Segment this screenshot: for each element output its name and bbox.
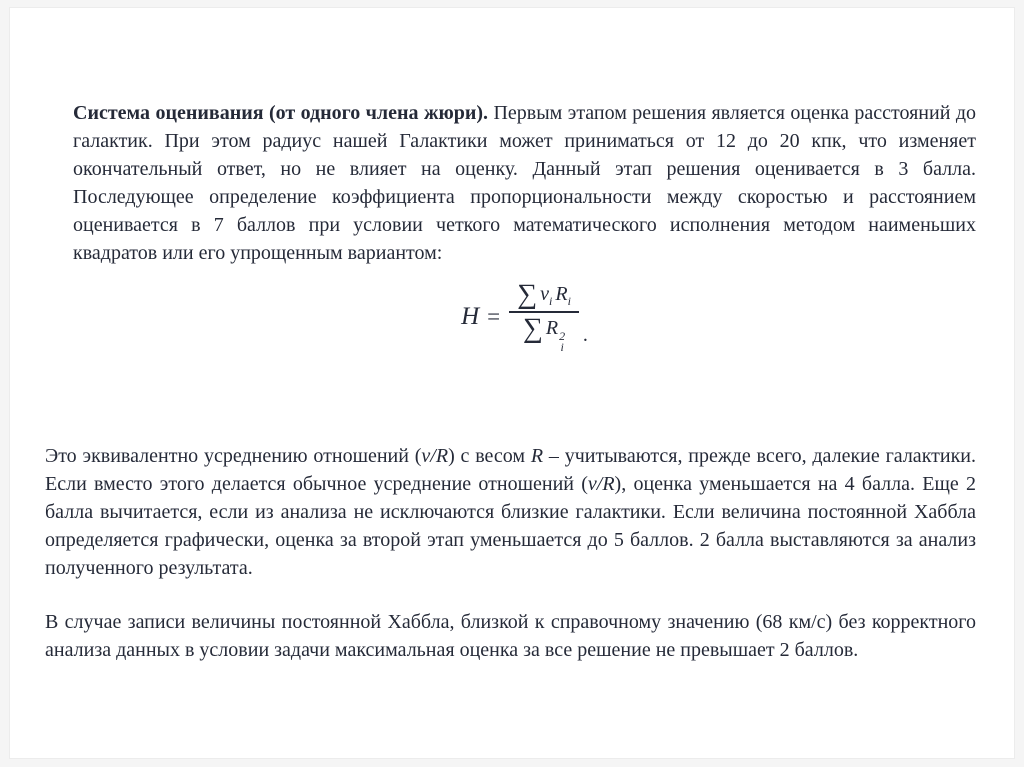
paragraph-text: ), оценка уменьшается на 4 балла. Еще 2 балла вычитается, если из анализа не исключаются близкие галактики. Если величина постоянной Хаббла определяется графически, оценка за второй этап уменьшается до 5 баллов. 2 балла выставляются за анализ полученного результата. — [45, 473, 976, 579]
formula-row — [73, 281, 976, 353]
formula-denominator — [523, 313, 565, 353]
scoring-deductions-paragraph — [45, 442, 976, 582]
distance-variable: R — [545, 317, 559, 339]
formula-equals-sign: = — [487, 304, 501, 329]
velocity-subscript: i — [549, 294, 553, 308]
paragraph-text: Это эквивалентно усреднению отношений ( — [45, 445, 422, 467]
document-page — [9, 7, 1015, 759]
paragraph-bold-lead: Система оценивания (от одного члена жюри). — [73, 102, 489, 124]
v-over-r-ratio: v/R — [421, 445, 449, 467]
velocity-variable: v — [540, 283, 549, 305]
distance-variable: R — [555, 283, 568, 305]
paragraph-text: В случае записи величины постоянной Хаббла, близкой к справочному значению (68 км/с) без корректного анализа данных в условии задачи максимальная оценка за все решение не превышает 2 баллов. — [45, 611, 976, 661]
formula-numerator — [509, 281, 579, 313]
r-variable: R — [530, 445, 544, 467]
formula-period: . — [582, 324, 588, 346]
max-score-paragraph — [45, 608, 976, 664]
sum-symbol: ∑ — [522, 313, 543, 344]
v-over-r-ratio: v/R — [587, 473, 615, 495]
sum-symbol: ∑ — [517, 279, 538, 310]
formula-lhs: H — [461, 303, 480, 330]
distance-subscript: i — [567, 294, 571, 308]
paragraph-text: – учитываются, прежде всего, далекие галактики. Если вместо этого делается обычное усреднение отношений ( — [45, 445, 977, 495]
paragraph-body-text: Первым этапом решения является оценка расстояний до галактик. При этом радиус нашей Галактики может приниматься от 12 до 20 кпк, что изменяет окончательный ответ, но не влияет на оценку. Данный этап решения оценивается в 3 балла. Последующее определение коэффициента пропорциональности между скоростью и расстоянием оценивается в 7 баллов при условии четкого математического исполнения методом наименьших квадратов или его упрощенным вариантом: — [73, 102, 976, 264]
paragraph-text: ) с весом — [448, 445, 531, 467]
subscript-i: i — [560, 340, 564, 354]
grading-system-paragraph — [73, 99, 976, 267]
distance-squared-subscript — [559, 331, 565, 353]
hubble-constant-formula — [461, 281, 588, 353]
superscript-two: 2 — [559, 329, 566, 343]
formula-fraction — [509, 281, 579, 353]
